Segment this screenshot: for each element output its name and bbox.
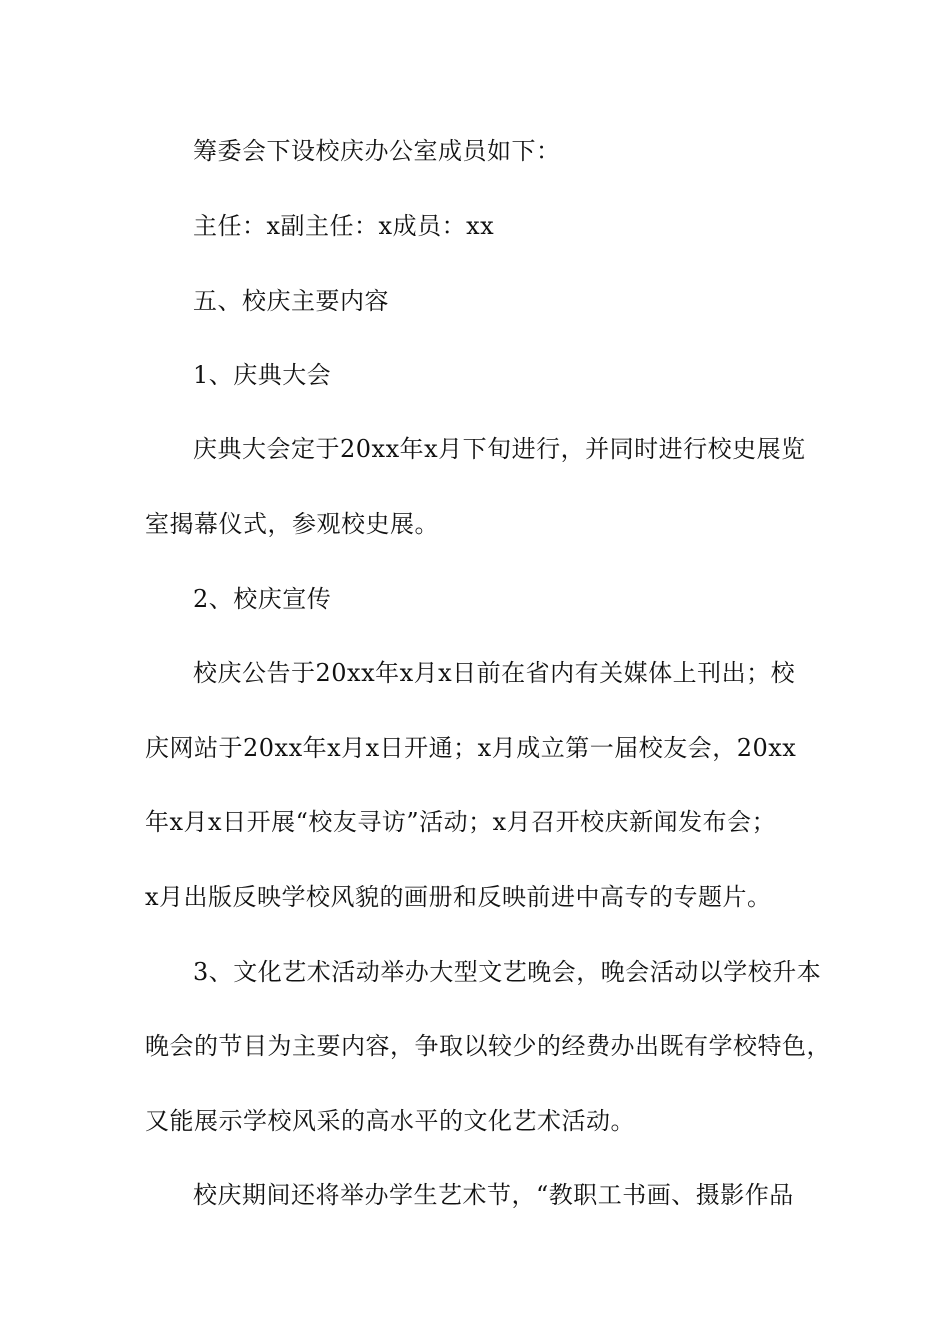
paragraph-arts-line-2: 晚会的节目为主要内容，争取以较少的经费办出既有学校特色， <box>145 1032 831 1060</box>
paragraph-ceremony-line-1: 庆典大会定于20xx年x月下旬进行，并同时进行校史展览 <box>193 435 806 463</box>
paragraph-publicity-line-4: x月出版反映学校风貌的画册和反映前进中高专的专题片。 <box>145 883 772 911</box>
section-heading-main-content: 五、校庆主要内容 <box>193 287 389 315</box>
paragraph-art-festival-line-1: 校庆期间还将举办学生艺术节，“教职工书画、摄影作品 <box>193 1181 794 1209</box>
paragraph-publicity-line-2: 庆网站于20xx年x月x日开通；x月成立第一届校友会，20xx <box>145 734 797 762</box>
paragraph-publicity-line-3: 年x月x日开展“校友寻访”活动；x月召开校庆新闻发布会； <box>145 808 777 836</box>
paragraph-office-members-intro: 筹委会下设校庆办公室成员如下： <box>193 137 561 165</box>
paragraph-publicity-line-1: 校庆公告于20xx年x月x日前在省内有关媒体上刊出；校 <box>193 659 796 687</box>
subheading-celebration-ceremony: 1、庆典大会 <box>193 361 332 389</box>
paragraph-office-roles: 主任：x副主任：x成员：xx <box>193 212 495 240</box>
paragraph-arts-line-3: 又能展示学校风采的高水平的文化艺术活动。 <box>145 1107 635 1135</box>
subheading-publicity: 2、校庆宣传 <box>193 585 332 613</box>
paragraph-ceremony-line-2: 室揭幕仪式，参观校史展。 <box>145 510 439 538</box>
paragraph-arts-line-1: 3、文化艺术活动举办大型文艺晚会，晚会活动以学校升本 <box>193 958 822 986</box>
